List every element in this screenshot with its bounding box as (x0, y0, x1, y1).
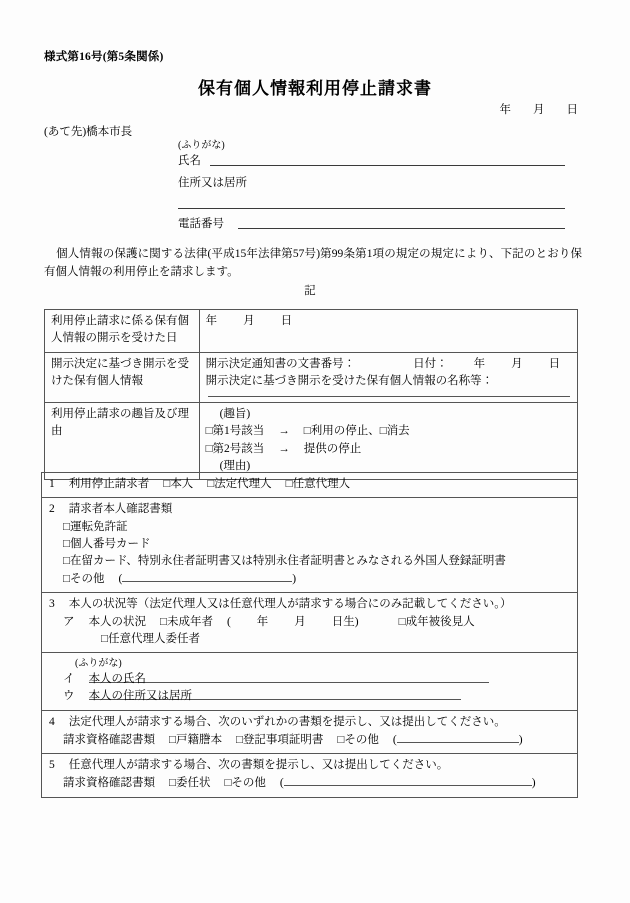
checkbox-icon[interactable]: □ (169, 733, 176, 746)
row-label: 本人の氏名 (88, 673, 146, 686)
checkbox-icon[interactable]: □ (163, 478, 171, 490)
option-label: 在留カード、特別永住者証明書又は特別永住者証明書とみなされる外国人登録証明書 (69, 555, 506, 567)
item-2-option-3[interactable] (49, 553, 572, 570)
person-name-input-line[interactable] (88, 671, 489, 686)
item-title: 請求者本人確認書類 (68, 503, 173, 516)
checkbox-icon[interactable]: □ (285, 478, 293, 490)
item-5-cell[interactable] (42, 754, 578, 797)
table-row (42, 498, 578, 593)
phone-input-line[interactable] (238, 228, 565, 229)
disclosure-detail-table (44, 309, 578, 480)
furigana-label: (ふりがな) (75, 658, 122, 670)
table-row (42, 710, 578, 753)
item-3-heading (49, 596, 572, 613)
furigana-label: (ふりがな) (178, 140, 225, 151)
item-4-heading (49, 714, 572, 731)
purpose-heading: (趣旨) (219, 408, 251, 420)
item-2-heading (49, 501, 572, 518)
item-title: 利用停止請求者 (68, 478, 150, 490)
item-2-option-other[interactable] (49, 570, 572, 588)
month-label: 月 (511, 357, 523, 370)
address-label: 住所又は居所 (178, 177, 247, 189)
item-number: 5 (49, 759, 55, 772)
option-label: 成年被後見人 (405, 615, 475, 628)
checkbox-icon[interactable]: □ (63, 555, 70, 567)
paren-open: ( (392, 733, 397, 746)
item-1-cell[interactable] (42, 473, 578, 498)
paren-open: ( (118, 573, 123, 586)
item-1-heading (49, 476, 572, 493)
row-label: 本人の住所又は居所 (88, 690, 192, 703)
option-label: その他 (69, 573, 105, 586)
day-label: 日 (548, 357, 561, 370)
disclosed-info-value[interactable] (199, 352, 577, 403)
name-input-line[interactable] (210, 165, 565, 166)
checkbox-icon[interactable]: □ (63, 520, 70, 533)
statement-text: 個人情報の保護に関する法律(平成15年法律第57号)第99条第1項の規定の規定により、下記のとおり保有個人情報の利用停止を請求します。 (44, 248, 582, 278)
row-marker: ア (63, 615, 75, 628)
item-3-name-address-cell[interactable] (42, 653, 578, 711)
checkbox-icon[interactable]: □ (101, 632, 108, 645)
table-row (45, 310, 578, 353)
birth-day-label: 日生) (331, 615, 359, 628)
item-4-cell[interactable] (42, 710, 578, 753)
option-label: 本人 (170, 478, 194, 490)
other-input-line[interactable] (397, 731, 519, 743)
checkbox-icon[interactable]: □ (205, 425, 213, 438)
paren-close: ) (518, 733, 523, 746)
phone-label: 電話番号 (178, 218, 224, 230)
item-3-cell[interactable] (42, 593, 578, 653)
arrow-icon: → (278, 442, 290, 455)
name-field-row (178, 152, 201, 168)
paren-open: ( (279, 777, 284, 790)
option-label: 未成年者 (166, 615, 213, 628)
person-address-input-line[interactable] (88, 688, 461, 703)
option-label: 消去 (386, 425, 410, 438)
option-label: その他 (231, 777, 266, 790)
item-2-option-2[interactable] (49, 536, 572, 553)
paren-open: ( (226, 615, 231, 628)
month-label: 月 (294, 615, 306, 628)
statement-paragraph (44, 246, 582, 282)
purpose-reason-value[interactable] (199, 403, 577, 480)
item-number: 3 (49, 598, 55, 611)
option-label: 任意代理人 (292, 478, 351, 490)
disclosure-date-label: 利用停止請求に係る保有個人情報の開示を受けた日 (45, 310, 200, 353)
item-3-row-u[interactable] (49, 688, 572, 705)
applicant-items-table (41, 472, 578, 798)
year-label: 年 (473, 357, 486, 370)
checkbox-icon[interactable]: □ (337, 733, 345, 746)
table-row (45, 403, 578, 480)
item-5-options[interactable] (49, 774, 572, 792)
addressee: (あて先)橋本市長 (44, 126, 133, 138)
date-month-label: 月 (533, 104, 545, 116)
item-3-row-i[interactable] (49, 671, 572, 688)
table-row (42, 593, 578, 653)
date-year-label: 年 (499, 104, 511, 116)
item-2-cell[interactable] (42, 498, 578, 593)
purpose-option-1[interactable] (206, 423, 572, 440)
reason-heading: (理由) (219, 459, 251, 472)
item-5-heading (49, 757, 572, 774)
option-label: 第2号該当 (212, 442, 265, 455)
option-label: 利用の停止、 (310, 425, 380, 438)
checkbox-icon[interactable]: □ (169, 777, 176, 790)
checkbox-icon[interactable]: □ (303, 425, 311, 438)
checkbox-icon[interactable]: □ (205, 442, 213, 455)
item-2-option-1[interactable] (49, 519, 572, 536)
ki-mark: 記 (304, 285, 316, 297)
address-input-line[interactable] (178, 208, 565, 209)
year-label: 年 (256, 615, 269, 628)
other-input-line[interactable] (284, 774, 532, 786)
item-4-options[interactable] (49, 731, 572, 749)
checkbox-icon[interactable]: □ (63, 573, 70, 586)
table-row (42, 473, 578, 498)
item-number: 1 (49, 478, 55, 490)
arrow-icon: → (278, 425, 290, 438)
table-row (42, 653, 578, 711)
option-label: 個人番号カード (69, 537, 151, 550)
row-marker: ウ (63, 690, 75, 703)
purpose-reason-label: 利用停止請求の趣旨及び理由 (45, 403, 200, 480)
issue-date-label: 日付： (413, 357, 448, 370)
checkbox-icon[interactable]: □ (379, 425, 387, 438)
item-number: 2 (49, 503, 55, 516)
purpose-option-2[interactable] (206, 441, 572, 458)
checkbox-icon[interactable]: □ (235, 733, 243, 746)
date-day-label: 日 (566, 104, 578, 116)
page-title: 保有個人情報利用停止請求書 (198, 79, 432, 98)
name-label: 氏名 (178, 155, 201, 167)
option-label: 登記事項証明書 (242, 733, 324, 746)
option-label: その他 (344, 733, 379, 746)
option-label: 委任状 (175, 777, 211, 790)
item-3-row-a-extra[interactable] (49, 631, 572, 648)
paren-close: ) (292, 573, 297, 586)
checkbox-icon[interactable]: □ (63, 537, 70, 550)
item-title: 法定代理人が請求する場合、次のいずれかの書類を提示し、又は提出してください。 (68, 715, 506, 728)
doc-label: 請求資格確認書類 (63, 777, 155, 790)
checkbox-icon[interactable]: □ (160, 615, 167, 628)
checkbox-icon[interactable]: □ (224, 777, 232, 790)
item-title: 任意代理人が請求する場合、次の書類を提示し、又は提出してください。 (68, 759, 449, 772)
option-label: 戸籍謄本 (175, 733, 222, 746)
document-number-label: 開示決定通知書の文書番号： (205, 357, 356, 370)
checkbox-icon[interactable]: □ (398, 615, 406, 628)
option-label: 第1号該当 (212, 425, 265, 438)
item-title: 本人の状況等（法定代理人又は任意代理人が請求する場合にのみ記載してください。） (68, 598, 512, 611)
disclosed-info-label: 開示決定に基づき開示を受けた保有個人情報 (45, 352, 200, 403)
item-number: 4 (49, 715, 55, 728)
row-marker: イ (63, 673, 75, 686)
month-label: 月 (243, 315, 255, 327)
address-field-row (178, 174, 247, 190)
info-name-input-line[interactable] (208, 396, 570, 397)
doc-label: 請求資格確認書類 (63, 733, 155, 746)
option-label: 運転免許証 (69, 520, 128, 533)
option-label: 法定代理人 (214, 478, 272, 490)
document-number-line (206, 356, 572, 373)
row-label: 本人の状況 (88, 615, 146, 628)
table-row (45, 352, 578, 403)
day-label: 日 (280, 315, 293, 327)
submission-date-line (0, 101, 578, 117)
table-row (42, 754, 578, 797)
other-input-line[interactable] (122, 570, 292, 582)
paren-close: ) (531, 777, 536, 790)
phone-field-row (178, 215, 224, 231)
info-name-label: 開示決定に基づき開示を受けた保有個人情報の名称等： (205, 374, 494, 387)
option-label: 提供の停止 (303, 442, 362, 455)
item-3-row-a[interactable] (49, 614, 572, 631)
option-label: 任意代理人委任者 (107, 632, 200, 645)
year-label: 年 (205, 315, 218, 327)
form-number: 様式第16号(第5条関係) (44, 51, 164, 63)
checkbox-icon[interactable]: □ (207, 478, 215, 490)
disclosure-date-value[interactable] (199, 310, 577, 353)
